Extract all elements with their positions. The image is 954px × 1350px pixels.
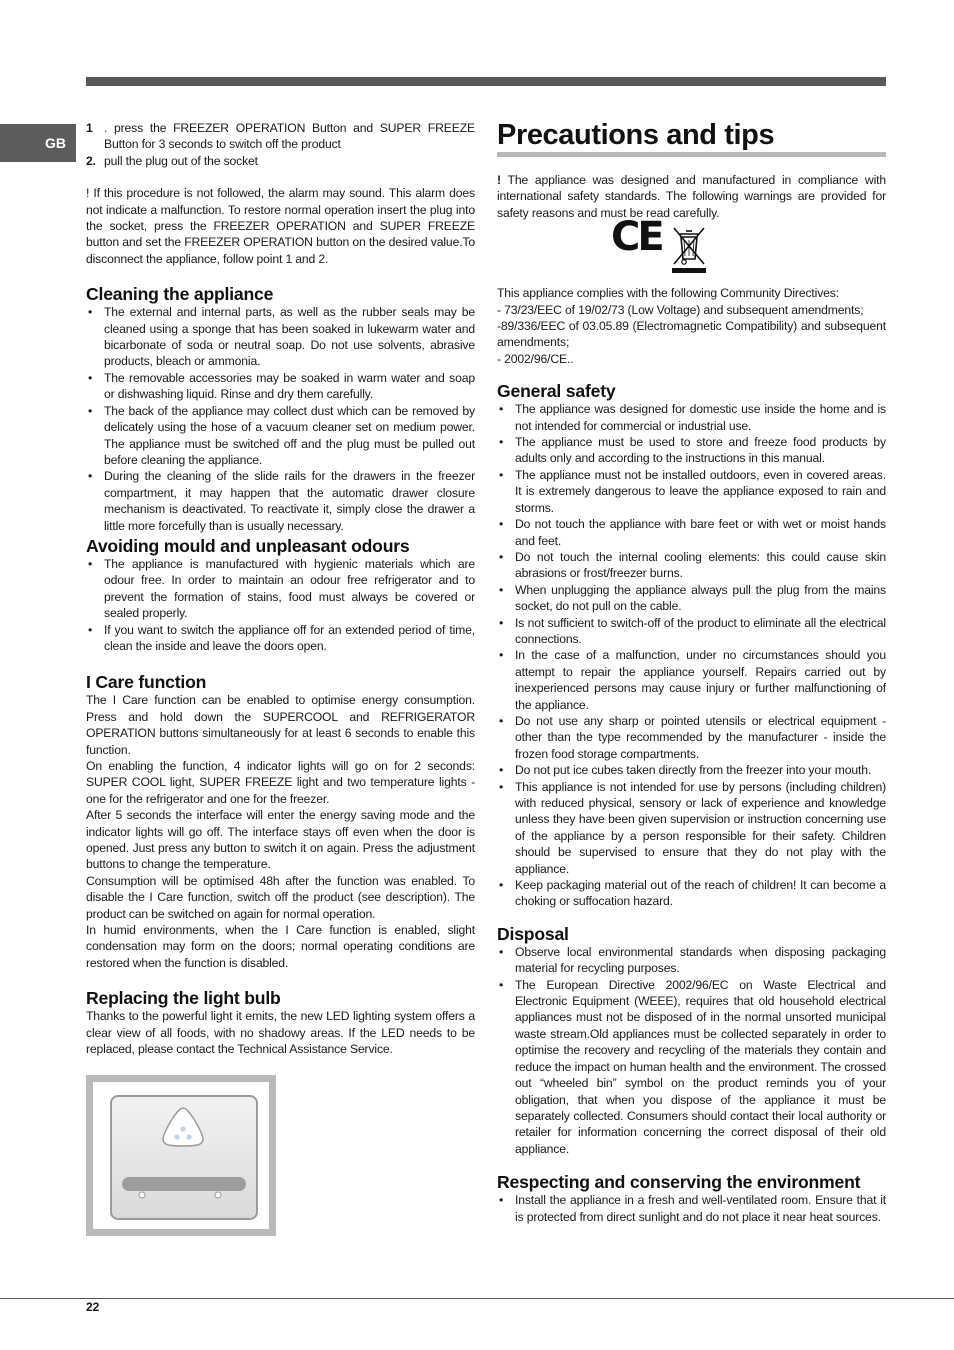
page-title: Precautions and tips [497, 119, 775, 151]
list-item: • Install the appliance in a fresh and well-ventilated room. Ensure that it is protected from direct sunlight and do not place it near heat sources. [497, 1192, 886, 1225]
disposal-heading: Disposal [497, 923, 569, 944]
step-text: pull the plug out of the socket [104, 153, 258, 168]
directive-line: - 2002/96/CE.. [497, 351, 574, 366]
list-item: • This appliance is not intended for use by persons (including children) with reduced physical, sensory or lack of experience and knowledge unless they have been given supervision or instruction concerning use of the appliance by a person responsible for their safety. Children should be supervised to ensure that they do not play with the appliance. [497, 779, 886, 877]
exclamation-mark: ! [497, 173, 501, 187]
list-item: • The appliance is manufactured with hygienic materials which are odour free. In order to maintain an odour free refrigerator and to prevent the formation of stains, food must always be covered or sealed properly. [86, 556, 475, 622]
list-item: • Do not use any sharp or pointed utensils or electrical equipment - other than the type recommended by the manufacturer - inside the frozen food storage compartments. [497, 713, 886, 762]
list-item: • During the cleaning of the slide rails for the drawers in the freezer compartment, it may happen that the automatic drawer closure mechanism is deactivated. To reactivate it, simply close the drawer a little more forcefully than is usually necessary. [86, 468, 475, 534]
step-number: 2. [86, 153, 96, 168]
lamp-cover [110, 1095, 258, 1220]
icare-paragraph: In humid environments, when the I Care function is enabled, slight condensation may form on the doors; normal operating conditions are restored when the function is disabled. [86, 923, 475, 970]
directives-intro: This appliance complies with the following Community Directives: [497, 286, 839, 301]
bulb-heading: Replacing the light bulb [86, 988, 281, 1009]
list-item: • Do not put ice cubes taken directly from the freezer into your mouth. [497, 762, 886, 778]
step-1 [86, 120, 475, 153]
list-item: • When unplugging the appliance always pull the plug from the mains socket, do not pull on the cable. [497, 582, 886, 615]
directive-line: - 73/23/EEC of 19/02/73 (Low Voltage) and subsequent amendments; [497, 302, 864, 317]
icare-paragraph: The I Care function can be enabled to optimise energy consumption. Press and hold down the SUPERCOOL and REFRIGERATOR OPERATION buttons simultaneously for at least 6 seconds to enable this function. [86, 693, 475, 757]
certification-marks [497, 214, 886, 285]
list-item: • Keep packaging material out of the reach of children! It can become a choking or suffocation hazard. [497, 877, 886, 910]
ce-mark-icon: CE [611, 214, 662, 261]
list-item: • Do not touch the internal cooling elements: this could cause skin abrasions or frost/freezer burns. [497, 549, 886, 582]
directive-line: -89/336/EEC of 03.05.89 (Electromagnetic Compatibility) and subsequent amendments; [497, 319, 886, 350]
general-safety-list [497, 401, 886, 910]
list-item: • If you want to switch the appliance off for an extended period of time, clean the inside and leave the doors open. [86, 622, 475, 655]
cleaning-list [86, 304, 475, 534]
footer-rule [0, 1298, 954, 1299]
right-column [497, 118, 886, 1225]
list-item: • Observe local environmental standards when disposing packaging material for recycling purposes. [497, 944, 886, 977]
clip-icon [112, 1097, 256, 1218]
list-item: • The appliance must be used to store and freeze food products by adults only and according to the instructions in this manual. [497, 434, 886, 467]
intro-text [497, 172, 886, 221]
list-item: • The back of the appliance may collect dust which can be removed by delicately using the hose of a vacuum cleaner set on medium power. The appliance must be switched off and the plug must be pulled out before cleaning the appliance. [86, 403, 475, 469]
list-item: • The removable accessories may be soaked in warm water and soap or dishwashing liquid. Rinse and dry them carefully. [86, 370, 475, 403]
intro-body: The appliance was designed and manufactured in compliance with international safety standards. The following warnings are provided for safety reasons and must be read carefully. [497, 173, 886, 220]
bulb-text: Thanks to the powerful light it emits, the new LED lighting system offers a clear view of all foods, with no shadowy areas. If the LED needs to be replaced, please contact the Technical Assistance Service. [86, 1009, 475, 1057]
icare-paragraph: After 5 seconds the interface will enter the energy saving mode and the indicator lights will go off. The interface stays off even when the door is opened. Just press any button to switch it on again. Press the adjustment buttons to change the temperature. [86, 808, 475, 872]
mould-heading: Avoiding mould and unpleasant odours [86, 535, 410, 556]
mould-list [86, 556, 475, 654]
icare-paragraph: On enabling the function, 4 indicator lights will go on for 2 seconds: SUPER COOL light, SUPER FREEZE light and two temperature lights - one for the refrigerator and one for the freezer. [86, 759, 475, 806]
left-column [86, 120, 475, 1058]
cleaning-heading: Cleaning the appliance [86, 284, 274, 305]
list-item: • The appliance was designed for domestic use inside the home and is not intended for commercial or industrial use. [497, 401, 886, 434]
icare-heading: I Care function [86, 672, 207, 693]
title-rule [497, 152, 886, 157]
list-item: • Do not touch the appliance with bare feet or with wet or moist hands and feet. [497, 516, 886, 549]
list-item: • The external and internal parts, as well as the rubber seals may be cleaned using a sponge that has been soaked in lukewarm water and bicarbonate of soda or neutral soap. Do not use solvents, abrasive products, bleach or ammonia. [86, 304, 475, 370]
list-item: • In the case of a malfunction, under no circumstances should you attempt to repair the appliance yourself. Repairs carried out by inexperienced persons may cause injury or further malfunctioning of the appliance. [497, 647, 886, 713]
header-bar [86, 77, 886, 86]
step-text: . press the FREEZER OPERATION Button and SUPER FREEZE Button for 3 seconds to switch off the product [104, 121, 475, 152]
icare-paragraph: Consumption will be optimised 48h after the function was enabled. To disable the I Care function, switch off the product (see description). The product can be switched on again for normal operation. [86, 873, 475, 921]
step-number: 1 [86, 121, 93, 135]
disposal-list [497, 944, 886, 1157]
list-item: • The appliance must not be installed outdoors, even in covered areas. It is extremely dangerous to leave the appliance exposed to rain and storms. [497, 467, 886, 516]
list-item: • Is not sufficient to switch-off of the product to eliminate all the electrical connections. [497, 615, 886, 648]
general-safety-heading: General safety [497, 381, 616, 402]
crossed-bin-icon [669, 225, 709, 275]
page-number: 22 [86, 1300, 100, 1314]
environment-list [497, 1192, 886, 1225]
warning-text: ! If this procedure is not followed, the alarm may sound. This alarm does not indicate a malfunction. To restore normal operation insert the plug into the socket, press the FREEZER OPERATION and SUPER FREEZE button and set the FREEZER OPERATION button on the desired value.To disconnect the appliance, follow point 1 and 2. [86, 186, 475, 266]
environment-heading: Respecting and conserving the environment [497, 1172, 861, 1193]
step-2 [86, 153, 475, 169]
list-item: • The European Directive 2002/96/EC on Waste Electrical and Electronic Equipment (WEEE), requires that old household electrical appliances must not be disposed of in the normal unsorted municipal waste stream.Old appliances must be collected separately in order to optimise the recovery and recycling of the materials they contain and reduce the impact on human health and the environment. The crossed out “wheeled bin” symbol on the product reminds you of your obligation, that when you dispose of the appliance it must be separately collected. Consumers should contact their local authority or retailer for information concerning the correct disposal of their old appliance. [497, 977, 886, 1157]
language-tab: GB [0, 124, 76, 162]
led-light-illustration [86, 1075, 276, 1236]
